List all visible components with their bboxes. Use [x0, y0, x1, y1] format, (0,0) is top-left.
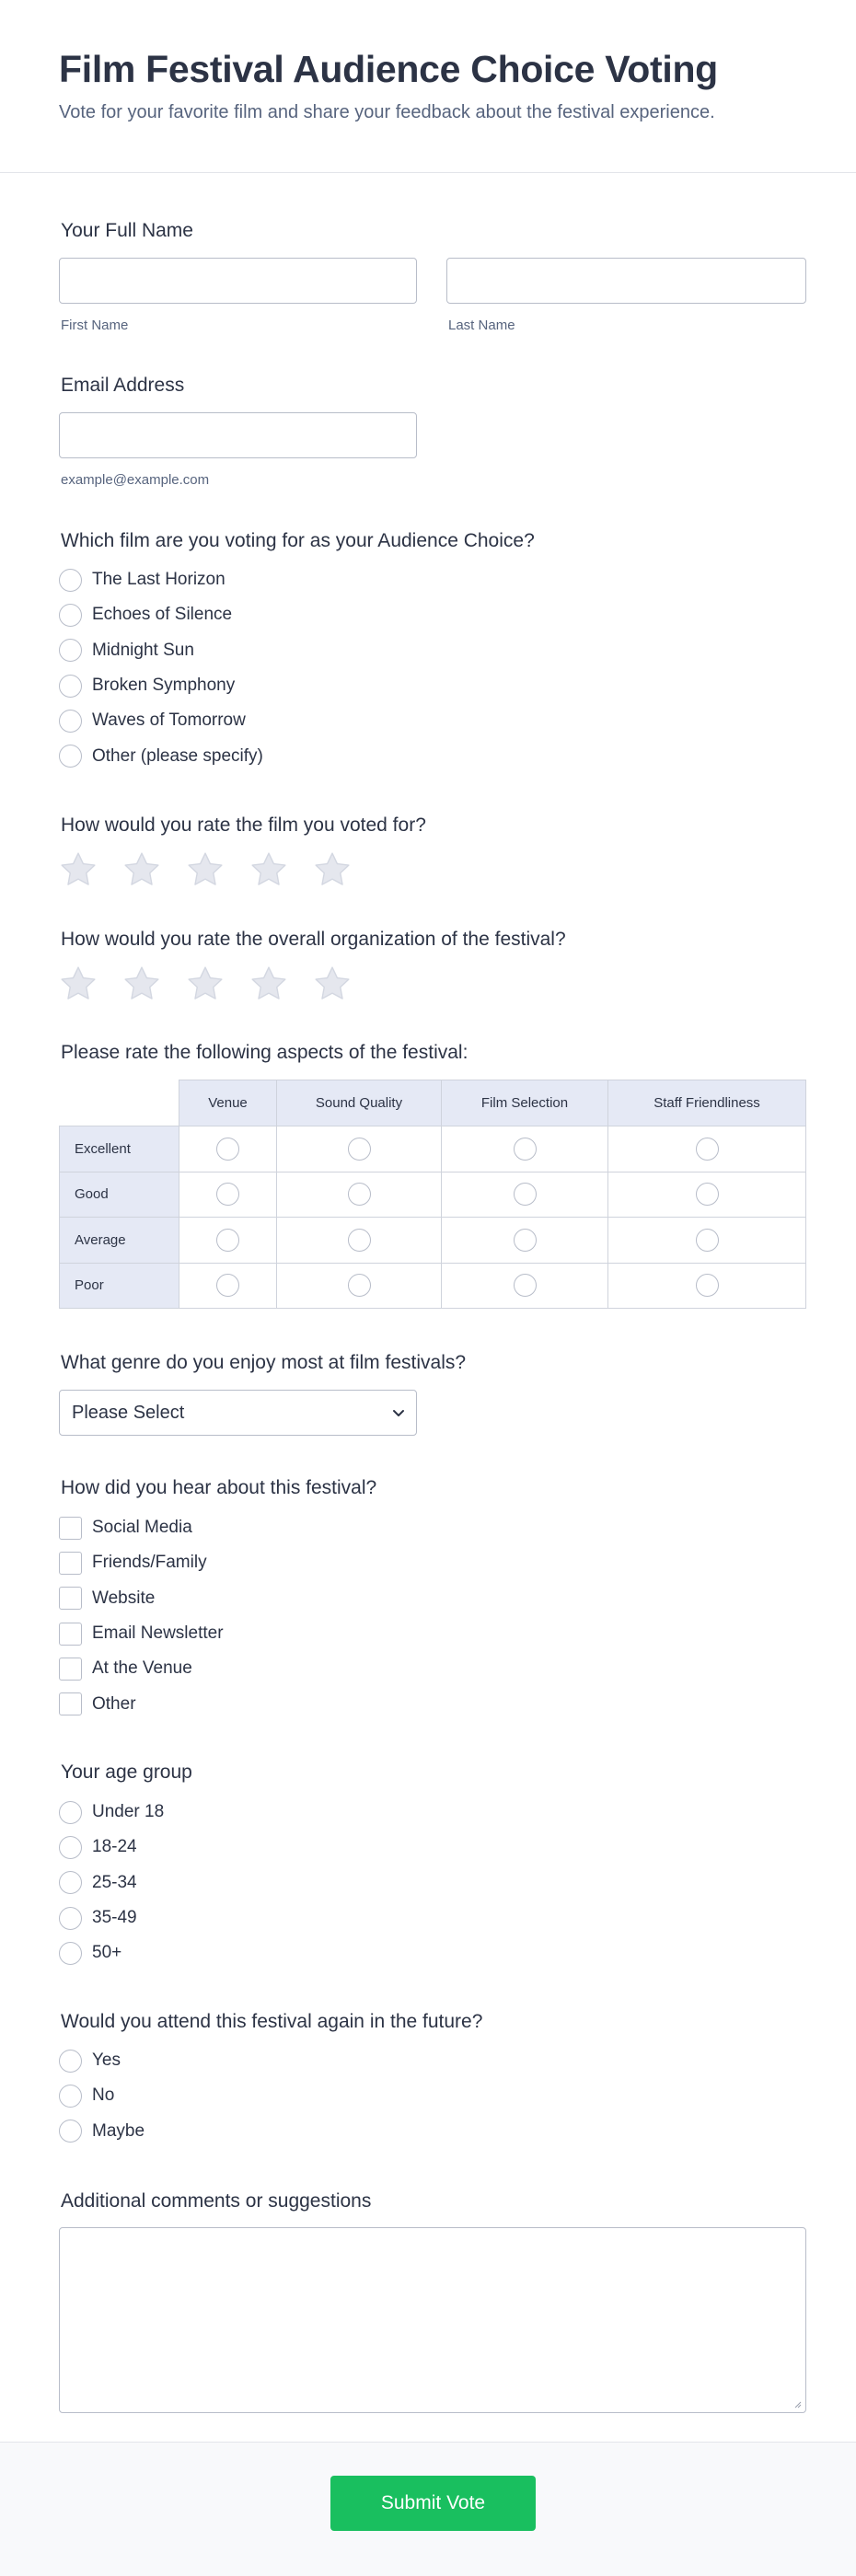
genre-label: What genre do you enjoy most at film festivals?	[61, 1352, 467, 1373]
age-option-label: 25-34	[92, 1872, 137, 1892]
matrix-column-header: Staff Friendliness	[608, 1080, 806, 1126]
age-option-label: Under 18	[92, 1802, 165, 1822]
attend-option[interactable]	[59, 2078, 145, 2113]
film-option-label: The Last Horizon	[92, 570, 226, 590]
matrix-row	[60, 1126, 806, 1172]
heard-option[interactable]	[59, 1651, 224, 1686]
film-option[interactable]	[59, 738, 263, 773]
film-option-label: Midnight Sun	[92, 640, 194, 660]
star-icon[interactable]	[313, 850, 352, 889]
matrix-corner	[60, 1080, 179, 1126]
heard-option[interactable]	[59, 1581, 224, 1616]
chevron-down-icon	[390, 1404, 407, 1421]
email-sublabel: example@example.com	[61, 472, 210, 488]
radio-button[interactable]	[59, 1907, 82, 1930]
matrix-row-header: Good	[60, 1172, 179, 1218]
film-vote-label: Which film are you voting for as your Audience Choice?	[61, 530, 535, 551]
last-name-sublabel: Last Name	[448, 318, 515, 333]
film-option-label: Broken Symphony	[92, 676, 236, 696]
matrix-radio[interactable]	[348, 1183, 371, 1206]
radio-button[interactable]	[59, 745, 82, 768]
radio-button[interactable]	[59, 2050, 82, 2073]
matrix-row-header: Average	[60, 1218, 179, 1264]
checkbox[interactable]	[59, 1658, 82, 1681]
submit-vote-button[interactable]: Submit Vote	[330, 2476, 536, 2531]
rating-matrix	[59, 1080, 806, 1309]
age-label: Your age group	[61, 1762, 192, 1783]
checkbox[interactable]	[59, 1623, 82, 1646]
matrix-radio[interactable]	[348, 1138, 371, 1161]
heard-option-label: Other	[92, 1693, 136, 1714]
star-icon[interactable]	[186, 965, 225, 1003]
film-option[interactable]	[59, 703, 263, 738]
matrix-radio[interactable]	[696, 1229, 719, 1252]
film-option[interactable]	[59, 562, 263, 597]
matrix-radio[interactable]	[514, 1229, 537, 1252]
matrix-row-header: Poor	[60, 1263, 179, 1309]
attend-option-label: No	[92, 2085, 115, 2106]
genre-select-value: Please Select	[72, 1402, 185, 1423]
age-option-label: 50+	[92, 1943, 122, 1963]
heard-option-label: Website	[92, 1588, 156, 1608]
age-option[interactable]	[59, 1795, 164, 1830]
radio-button[interactable]	[59, 1871, 82, 1894]
matrix-row	[60, 1172, 806, 1218]
heard-option-label: Social Media	[92, 1518, 192, 1538]
film-option[interactable]	[59, 633, 263, 668]
matrix-radio[interactable]	[216, 1183, 239, 1206]
film-option-label: Waves of Tomorrow	[92, 710, 246, 731]
heard-option[interactable]	[59, 1510, 224, 1545]
radio-button[interactable]	[59, 710, 82, 733]
heard-option[interactable]	[59, 1686, 224, 1721]
age-option[interactable]	[59, 1866, 164, 1900]
film-rating-label: How would you rate the film you voted for?	[61, 814, 426, 836]
radio-button[interactable]	[59, 2085, 82, 2108]
star-icon[interactable]	[59, 850, 98, 889]
matrix-label: Please rate the following aspects of the festival:	[61, 1042, 468, 1063]
checkbox[interactable]	[59, 1692, 82, 1715]
matrix-radio[interactable]	[348, 1229, 371, 1252]
age-option-label: 35-49	[92, 1908, 137, 1928]
attend-option-label: Yes	[92, 2050, 121, 2071]
heard-option-label: Email Newsletter	[92, 1623, 224, 1644]
org-rating-stars	[59, 965, 376, 1003]
matrix-radio[interactable]	[514, 1274, 537, 1297]
first-name-input[interactable]	[59, 258, 417, 304]
star-icon[interactable]	[186, 850, 225, 889]
form-header	[0, 0, 856, 173]
heard-option[interactable]	[59, 1616, 224, 1651]
page-title: Film Festival Audience Choice Voting	[59, 48, 718, 90]
heard-option-label: Friends/Family	[92, 1553, 207, 1573]
radio-button[interactable]	[59, 675, 82, 698]
full-name-label: Your Full Name	[61, 220, 193, 241]
matrix-radio[interactable]	[696, 1138, 719, 1161]
matrix-column-header: Venue	[179, 1080, 277, 1126]
age-options	[59, 1795, 164, 1970]
star-icon[interactable]	[122, 965, 161, 1003]
matrix-column-header: Film Selection	[442, 1080, 608, 1126]
star-icon[interactable]	[122, 850, 161, 889]
matrix-radio[interactable]	[216, 1229, 239, 1252]
age-option[interactable]	[59, 1830, 164, 1865]
heard-option[interactable]	[59, 1545, 224, 1580]
attend-option[interactable]	[59, 2043, 145, 2078]
page-subtitle: Vote for your favorite film and share your feedback about the festival experience.	[59, 102, 715, 122]
radio-button[interactable]	[59, 604, 82, 627]
attend-options	[59, 2043, 145, 2149]
last-name-input[interactable]	[446, 258, 806, 304]
film-rating-stars	[59, 850, 376, 889]
email-label: Email Address	[61, 375, 185, 396]
matrix-radio[interactable]	[216, 1138, 239, 1161]
matrix-row	[60, 1263, 806, 1309]
matrix-radio[interactable]	[216, 1274, 239, 1297]
radio-button[interactable]	[59, 1836, 82, 1859]
heard-label: How did you hear about this festival?	[61, 1477, 377, 1498]
age-option[interactable]	[59, 1935, 164, 1970]
film-option[interactable]	[59, 597, 263, 632]
matrix-radio[interactable]	[696, 1183, 719, 1206]
radio-button[interactable]	[59, 2120, 82, 2143]
matrix-radio[interactable]	[348, 1274, 371, 1297]
checkbox[interactable]	[59, 1552, 82, 1575]
checkbox[interactable]	[59, 1517, 82, 1540]
heard-option-label: At the Venue	[92, 1658, 192, 1679]
age-option-label: 18-24	[92, 1837, 137, 1857]
genre-select[interactable]	[59, 1390, 417, 1436]
radio-button[interactable]	[59, 569, 82, 592]
film-vote-options	[59, 562, 263, 774]
star-icon[interactable]	[313, 965, 352, 1003]
email-input[interactable]	[59, 412, 417, 458]
radio-button[interactable]	[59, 639, 82, 662]
radio-button[interactable]	[59, 1801, 82, 1824]
first-name-sublabel: First Name	[61, 318, 129, 333]
age-option[interactable]	[59, 1900, 164, 1935]
matrix-radio[interactable]	[514, 1183, 537, 1206]
film-option-label: Echoes of Silence	[92, 605, 233, 625]
comments-textarea[interactable]	[59, 2227, 806, 2413]
resize-grip-icon[interactable]	[792, 2399, 802, 2409]
heard-options	[59, 1510, 224, 1722]
org-rating-label: How would you rate the overall organization of the festival?	[61, 929, 566, 950]
matrix-column-header: Sound Quality	[277, 1080, 442, 1126]
star-icon[interactable]	[249, 850, 288, 889]
attend-option-label: Maybe	[92, 2120, 145, 2141]
comments-label: Additional comments or suggestions	[61, 2190, 372, 2212]
star-icon[interactable]	[59, 965, 98, 1003]
matrix-row	[60, 1218, 806, 1264]
film-option[interactable]	[59, 668, 263, 703]
matrix-radio[interactable]	[514, 1138, 537, 1161]
matrix-radio[interactable]	[696, 1274, 719, 1297]
attend-label: Would you attend this festival again in the future?	[61, 2011, 483, 2032]
radio-button[interactable]	[59, 1942, 82, 1965]
star-icon[interactable]	[249, 965, 288, 1003]
attend-option[interactable]	[59, 2114, 145, 2149]
film-option-label: Other (please specify)	[92, 745, 263, 766]
checkbox[interactable]	[59, 1587, 82, 1610]
matrix-row-header: Excellent	[60, 1126, 179, 1172]
